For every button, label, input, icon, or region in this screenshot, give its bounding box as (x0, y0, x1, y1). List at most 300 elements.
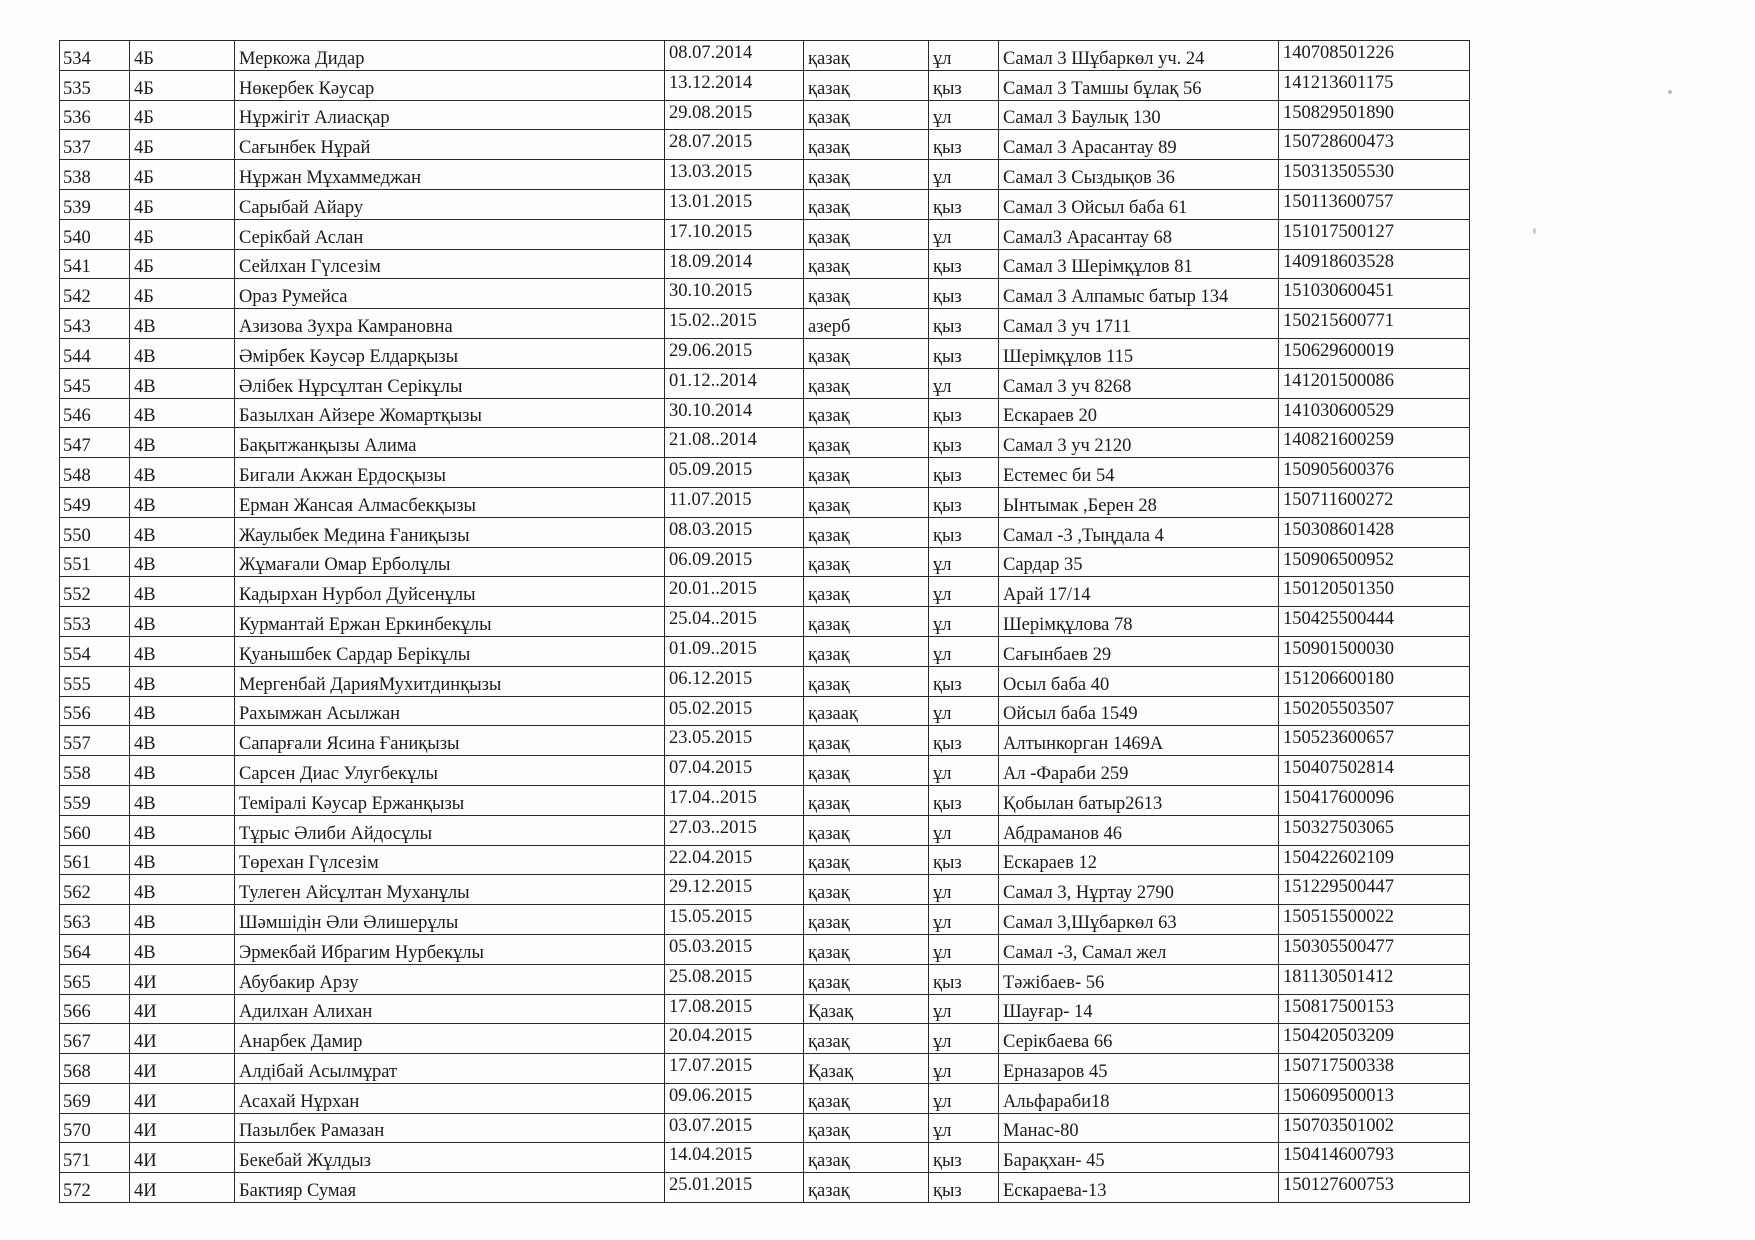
address-cell: Осыл баба 40 (999, 666, 1279, 696)
table-row (60, 547, 1470, 577)
nationality-cell: қазақ (804, 607, 929, 637)
address-cell: Самал 3,Шұбаркөл 63 (999, 905, 1279, 935)
address-cell: Ойсыл баба 1549 (999, 696, 1279, 726)
row-number: 542 (60, 279, 130, 309)
gender-cell: ұл (929, 1024, 999, 1054)
birth-date-cell: 11.07.2015 (665, 487, 804, 517)
student-name-cell: Нұржігіт Алиасқар (235, 100, 665, 130)
nationality-cell: қазақ (804, 160, 929, 190)
birth-date-cell: 17.08.2015 (665, 994, 804, 1024)
gender-cell: ұл (929, 905, 999, 935)
student-name-cell: Шәмшідін Әли Әлишерұлы (235, 905, 665, 935)
class-cell: 4В (130, 875, 235, 905)
student-name-cell: Сарыбай Айару (235, 189, 665, 219)
nationality-cell: қазақ (804, 636, 929, 666)
table-row (60, 487, 1470, 517)
student-name-cell: Эрмекбай Ибрагим Нурбекұлы (235, 934, 665, 964)
student-name-cell: Әмірбек Кәусәр Елдарқызы (235, 338, 665, 368)
address-cell: Серікбаева 66 (999, 1024, 1279, 1054)
student-name-cell: Сарсен Диас Улугбекұлы (235, 756, 665, 786)
table-row (60, 428, 1470, 458)
nationality-cell: қазақ (804, 875, 929, 905)
table-row (60, 1173, 1470, 1203)
nationality-cell: қазақ (804, 756, 929, 786)
address-cell: Шерімқұлова 78 (999, 607, 1279, 637)
gender-cell: ұл (929, 100, 999, 130)
address-cell: Ескараев 20 (999, 398, 1279, 428)
gender-cell: қыз (929, 785, 999, 815)
student-name-cell: Ерман Жансая Алмасбекқызы (235, 487, 665, 517)
iin-cell: 150901500030 (1279, 636, 1470, 666)
iin-cell: 150728600473 (1279, 130, 1470, 160)
address-cell: Тәжібаев- 56 (999, 964, 1279, 994)
gender-cell: қыз (929, 398, 999, 428)
table-row (60, 219, 1470, 249)
nationality-cell: қазаақ (804, 696, 929, 726)
address-cell: Самал 3 Сыздықов 36 (999, 160, 1279, 190)
birth-date-cell: 05.02.2015 (665, 696, 804, 726)
class-cell: 4Б (130, 70, 235, 100)
address-cell: Сағынбаев 29 (999, 636, 1279, 666)
class-cell: 4В (130, 726, 235, 756)
address-cell: Ескараев 12 (999, 845, 1279, 875)
row-number: 537 (60, 130, 130, 160)
iin-cell: 150629600019 (1279, 338, 1470, 368)
gender-cell: ұл (929, 696, 999, 726)
class-cell: 4Б (130, 41, 235, 71)
nationality-cell: қазақ (804, 726, 929, 756)
table-row (60, 577, 1470, 607)
gender-cell: ұл (929, 815, 999, 845)
row-number: 558 (60, 756, 130, 786)
table-row (60, 398, 1470, 428)
nationality-cell: қазақ (804, 279, 929, 309)
gender-cell: ұл (929, 875, 999, 905)
gender-cell: қыз (929, 487, 999, 517)
class-cell: 4Б (130, 130, 235, 160)
iin-cell: 150327503065 (1279, 815, 1470, 845)
row-number: 567 (60, 1024, 130, 1054)
row-number: 568 (60, 1054, 130, 1084)
iin-cell: 150717500338 (1279, 1054, 1470, 1084)
class-cell: 4В (130, 696, 235, 726)
class-cell: 4Б (130, 279, 235, 309)
nationality-cell: қазақ (804, 130, 929, 160)
table-row (60, 338, 1470, 368)
iin-cell: 150113600757 (1279, 189, 1470, 219)
nationality-cell: қазақ (804, 249, 929, 279)
gender-cell: ұл (929, 577, 999, 607)
row-number: 549 (60, 487, 130, 517)
nationality-cell: Қазақ (804, 994, 929, 1024)
nationality-cell: қазақ (804, 100, 929, 130)
iin-cell: 150205503507 (1279, 696, 1470, 726)
birth-date-cell: 05.03.2015 (665, 934, 804, 964)
iin-cell: 150817500153 (1279, 994, 1470, 1024)
student-name-cell: Пазылбек Рамазан (235, 1113, 665, 1143)
row-number: 543 (60, 309, 130, 339)
table-row (60, 1054, 1470, 1084)
nationality-cell: қазақ (804, 934, 929, 964)
student-name-cell: Теміралі Кәусар Ержанқызы (235, 785, 665, 815)
birth-date-cell: 25.04..2015 (665, 607, 804, 637)
gender-cell: ұл (929, 547, 999, 577)
nationality-cell: қазақ (804, 1143, 929, 1173)
row-number: 559 (60, 785, 130, 815)
table-row (60, 1143, 1470, 1173)
row-number: 540 (60, 219, 130, 249)
student-name-cell: Абубакир Арзу (235, 964, 665, 994)
nationality-cell: қазақ (804, 1113, 929, 1143)
gender-cell: қыз (929, 70, 999, 100)
row-number: 571 (60, 1143, 130, 1173)
student-name-cell: Бекебай Жұлдыз (235, 1143, 665, 1173)
birth-date-cell: 17.10.2015 (665, 219, 804, 249)
birth-date-cell: 09.06.2015 (665, 1083, 804, 1113)
birth-date-cell: 23.05.2015 (665, 726, 804, 756)
student-name-cell: Нөкербек Кәусар (235, 70, 665, 100)
class-cell: 4В (130, 368, 235, 398)
class-cell: 4Б (130, 100, 235, 130)
birth-date-cell: 05.09.2015 (665, 458, 804, 488)
birth-date-cell: 21.08..2014 (665, 428, 804, 458)
class-cell: 4И (130, 1054, 235, 1084)
gender-cell: қыз (929, 189, 999, 219)
iin-cell: 150829501890 (1279, 100, 1470, 130)
nationality-cell: қазақ (804, 219, 929, 249)
student-name-cell: Анарбек Дамир (235, 1024, 665, 1054)
birth-date-cell: 29.12.2015 (665, 875, 804, 905)
class-cell: 4В (130, 845, 235, 875)
gender-cell: ұл (929, 636, 999, 666)
row-number: 570 (60, 1113, 130, 1143)
student-name-cell: Төрехан Гүлсезім (235, 845, 665, 875)
row-number: 547 (60, 428, 130, 458)
nationality-cell: қазақ (804, 964, 929, 994)
table-row (60, 368, 1470, 398)
student-name-cell: Алдібай Асылмұрат (235, 1054, 665, 1084)
birth-date-cell: 13.12.2014 (665, 70, 804, 100)
address-cell: Ынтымак ,Берен 28 (999, 487, 1279, 517)
address-cell: Алтынкорган 1469А (999, 726, 1279, 756)
scan-speck (1668, 90, 1672, 94)
student-name-cell: Бақытжанқызы Алима (235, 428, 665, 458)
row-number: 556 (60, 696, 130, 726)
gender-cell: ұл (929, 934, 999, 964)
row-number: 545 (60, 368, 130, 398)
address-cell: Самал 3, Нұртау 2790 (999, 875, 1279, 905)
birth-date-cell: 25.08.2015 (665, 964, 804, 994)
table-row (60, 666, 1470, 696)
birth-date-cell: 06.09.2015 (665, 547, 804, 577)
row-number: 538 (60, 160, 130, 190)
table-row (60, 1083, 1470, 1113)
table-row (60, 696, 1470, 726)
iin-cell: 150425500444 (1279, 607, 1470, 637)
gender-cell: қыз (929, 726, 999, 756)
address-cell: Барақхан- 45 (999, 1143, 1279, 1173)
table-row (60, 1113, 1470, 1143)
iin-cell: 150420503209 (1279, 1024, 1470, 1054)
student-name-cell: Әлібек Нұрсұлтан Серікұлы (235, 368, 665, 398)
class-cell: 4Б (130, 219, 235, 249)
row-number: 539 (60, 189, 130, 219)
student-name-cell: Мергенбай ДарияМухитдинқызы (235, 666, 665, 696)
student-name-cell: Рахымжан Асылжан (235, 696, 665, 726)
student-name-cell: Адилхан Алихан (235, 994, 665, 1024)
gender-cell: қыз (929, 458, 999, 488)
student-name-cell: Жұмағали Омар Ерболұлы (235, 547, 665, 577)
gender-cell: қыз (929, 517, 999, 547)
address-cell: Самал 3 Алпамыс батыр 134 (999, 279, 1279, 309)
iin-cell: 150523600657 (1279, 726, 1470, 756)
address-cell: Шерімқұлов 115 (999, 338, 1279, 368)
birth-date-cell: 28.07.2015 (665, 130, 804, 160)
class-cell: 4В (130, 934, 235, 964)
gender-cell: қыз (929, 338, 999, 368)
row-number: 553 (60, 607, 130, 637)
class-cell: 4В (130, 547, 235, 577)
class-cell: 4В (130, 905, 235, 935)
birth-date-cell: 03.07.2015 (665, 1113, 804, 1143)
nationality-cell: қазақ (804, 1083, 929, 1113)
student-name-cell: Ораз Румейса (235, 279, 665, 309)
gender-cell: ұл (929, 368, 999, 398)
student-name-cell: Курмантай Ержан Еркинбекұлы (235, 607, 665, 637)
iin-cell: 151030600451 (1279, 279, 1470, 309)
student-name-cell: Меркожа Дидар (235, 41, 665, 71)
class-cell: 4В (130, 756, 235, 786)
gender-cell: ұл (929, 41, 999, 71)
class-cell: 4Б (130, 249, 235, 279)
row-number: 557 (60, 726, 130, 756)
table-row (60, 309, 1470, 339)
gender-cell: қыз (929, 249, 999, 279)
iin-cell: 151017500127 (1279, 219, 1470, 249)
class-cell: 4В (130, 428, 235, 458)
address-cell: Самал 3 Шерімқұлов 81 (999, 249, 1279, 279)
table-row (60, 636, 1470, 666)
nationality-cell: қазақ (804, 338, 929, 368)
gender-cell: қыз (929, 1143, 999, 1173)
address-cell: Манас-80 (999, 1113, 1279, 1143)
birth-date-cell: 20.01..2015 (665, 577, 804, 607)
table-row (60, 905, 1470, 935)
gender-cell: ұл (929, 607, 999, 637)
nationality-cell: қазақ (804, 517, 929, 547)
gender-cell: қыз (929, 1173, 999, 1203)
class-cell: 4В (130, 338, 235, 368)
class-cell: 4В (130, 815, 235, 845)
address-cell: Самал 3 Тамшы бұлақ 56 (999, 70, 1279, 100)
birth-date-cell: 01.09..2015 (665, 636, 804, 666)
iin-cell: 150215600771 (1279, 309, 1470, 339)
table-row (60, 249, 1470, 279)
gender-cell: қыз (929, 666, 999, 696)
class-cell: 4В (130, 309, 235, 339)
nationality-cell: қазақ (804, 577, 929, 607)
iin-cell: 141030600529 (1279, 398, 1470, 428)
row-number: 555 (60, 666, 130, 696)
address-cell: Самал 3 уч 1711 (999, 309, 1279, 339)
table-row (60, 130, 1470, 160)
birth-date-cell: 18.09.2014 (665, 249, 804, 279)
iin-cell: 141201500086 (1279, 368, 1470, 398)
class-cell: 4И (130, 1173, 235, 1203)
iin-cell: 150609500013 (1279, 1083, 1470, 1113)
iin-cell: 141213601175 (1279, 70, 1470, 100)
birth-date-cell: 29.06.2015 (665, 338, 804, 368)
address-cell: Самал3 Арасантау 68 (999, 219, 1279, 249)
birth-date-cell: 20.04.2015 (665, 1024, 804, 1054)
address-cell: Шауғар- 14 (999, 994, 1279, 1024)
class-cell: 4И (130, 1113, 235, 1143)
iin-cell: 150422602109 (1279, 845, 1470, 875)
address-cell: Арай 17/14 (999, 577, 1279, 607)
iin-cell: 151206600180 (1279, 666, 1470, 696)
address-cell: Самал -3, Самал жел (999, 934, 1279, 964)
birth-date-cell: 17.07.2015 (665, 1054, 804, 1084)
student-name-cell: Бигали Акжан Ердосқызы (235, 458, 665, 488)
row-number: 552 (60, 577, 130, 607)
iin-cell: 181130501412 (1279, 964, 1470, 994)
gender-cell: қыз (929, 309, 999, 339)
nationality-cell: қазақ (804, 905, 929, 935)
class-cell: 4И (130, 1083, 235, 1113)
nationality-cell: қазақ (804, 1024, 929, 1054)
row-number: 546 (60, 398, 130, 428)
student-name-cell: Кадырхан Нурбол Дуйсенұлы (235, 577, 665, 607)
table-row (60, 934, 1470, 964)
student-name-cell: Серікбай Аслан (235, 219, 665, 249)
student-name-cell: Жаулыбек Медина Ғаниқызы (235, 517, 665, 547)
address-cell: Самал 3 Баулық 130 (999, 100, 1279, 130)
birth-date-cell: 22.04.2015 (665, 845, 804, 875)
table-row (60, 100, 1470, 130)
nationality-cell: қазақ (804, 666, 929, 696)
table-row (60, 41, 1470, 71)
student-name-cell: Тулеген Айсұлтан Муханұлы (235, 875, 665, 905)
address-cell: Самал 3 Ойсыл баба 61 (999, 189, 1279, 219)
class-cell: 4В (130, 487, 235, 517)
address-cell: Самал 3 уч 2120 (999, 428, 1279, 458)
table-row (60, 458, 1470, 488)
nationality-cell: қазақ (804, 368, 929, 398)
iin-cell: 150417600096 (1279, 785, 1470, 815)
student-name-cell: Азизова Зухра Камрановна (235, 309, 665, 339)
table-row (60, 875, 1470, 905)
address-cell: Самал 3 Шұбаркөл уч. 24 (999, 41, 1279, 71)
class-cell: 4В (130, 398, 235, 428)
class-cell: 4В (130, 636, 235, 666)
birth-date-cell: 01.12..2014 (665, 368, 804, 398)
address-cell: Естемес би 54 (999, 458, 1279, 488)
iin-cell: 150120501350 (1279, 577, 1470, 607)
class-cell: 4И (130, 994, 235, 1024)
address-cell: Ал -Фараби 259 (999, 756, 1279, 786)
class-cell: 4В (130, 785, 235, 815)
class-cell: 4И (130, 1143, 235, 1173)
table-row (60, 517, 1470, 547)
row-number: 560 (60, 815, 130, 845)
table-row (60, 189, 1470, 219)
iin-cell: 150127600753 (1279, 1173, 1470, 1203)
student-roster-table (59, 40, 1470, 1203)
gender-cell: ұл (929, 160, 999, 190)
birth-date-cell: 13.03.2015 (665, 160, 804, 190)
nationality-cell: қазақ (804, 785, 929, 815)
birth-date-cell: 27.03..2015 (665, 815, 804, 845)
address-cell: Альфараби18 (999, 1083, 1279, 1113)
student-name-cell: Тұрыс Әлиби Айдосұлы (235, 815, 665, 845)
iin-cell: 150703501002 (1279, 1113, 1470, 1143)
table-row (60, 70, 1470, 100)
nationality-cell: қазақ (804, 845, 929, 875)
table-row (60, 785, 1470, 815)
birth-date-cell: 15.05.2015 (665, 905, 804, 935)
address-cell: Ерназаров 45 (999, 1054, 1279, 1084)
iin-cell: 151229500447 (1279, 875, 1470, 905)
birth-date-cell: 14.04.2015 (665, 1143, 804, 1173)
row-number: 566 (60, 994, 130, 1024)
table-row (60, 1024, 1470, 1054)
iin-cell: 140918603528 (1279, 249, 1470, 279)
nationality-cell: азерб (804, 309, 929, 339)
table-row (60, 845, 1470, 875)
birth-date-cell: 30.10.2015 (665, 279, 804, 309)
student-name-cell: Нұржан Мұхаммеджан (235, 160, 665, 190)
class-cell: 4И (130, 964, 235, 994)
student-name-cell: Қуанышбек Сардар Берікұлы (235, 636, 665, 666)
iin-cell: 150515500022 (1279, 905, 1470, 935)
roster-body (60, 41, 1470, 1203)
iin-cell: 150407502814 (1279, 756, 1470, 786)
iin-cell: 140821600259 (1279, 428, 1470, 458)
gender-cell: қыз (929, 130, 999, 160)
row-number: 565 (60, 964, 130, 994)
class-cell: 4И (130, 1024, 235, 1054)
nationality-cell: қазақ (804, 70, 929, 100)
row-number: 572 (60, 1173, 130, 1203)
iin-cell: 150308601428 (1279, 517, 1470, 547)
nationality-cell: қазақ (804, 458, 929, 488)
table-row (60, 726, 1470, 756)
address-cell: Самал -3 ,Тыңдала 4 (999, 517, 1279, 547)
class-cell: 4В (130, 666, 235, 696)
gender-cell: ұл (929, 756, 999, 786)
class-cell: 4В (130, 607, 235, 637)
gender-cell: ұл (929, 219, 999, 249)
birth-date-cell: 25.01.2015 (665, 1173, 804, 1203)
gender-cell: қыз (929, 428, 999, 458)
birth-date-cell: 15.02..2015 (665, 309, 804, 339)
table-row (60, 994, 1470, 1024)
student-name-cell: Сейлхан Гүлсезім (235, 249, 665, 279)
nationality-cell: қазақ (804, 547, 929, 577)
gender-cell: ұл (929, 1083, 999, 1113)
birth-date-cell: 30.10.2014 (665, 398, 804, 428)
gender-cell: қыз (929, 845, 999, 875)
row-number: 535 (60, 70, 130, 100)
student-name-cell: Базылхан Айзере Жомартқызы (235, 398, 665, 428)
birth-date-cell: 13.01.2015 (665, 189, 804, 219)
row-number: 541 (60, 249, 130, 279)
nationality-cell: қазақ (804, 189, 929, 219)
student-name-cell: Сапарғали Ясина Ғаниқызы (235, 726, 665, 756)
row-number: 562 (60, 875, 130, 905)
address-cell: Абдраманов 46 (999, 815, 1279, 845)
address-cell: Самал 3 Арасантау 89 (999, 130, 1279, 160)
